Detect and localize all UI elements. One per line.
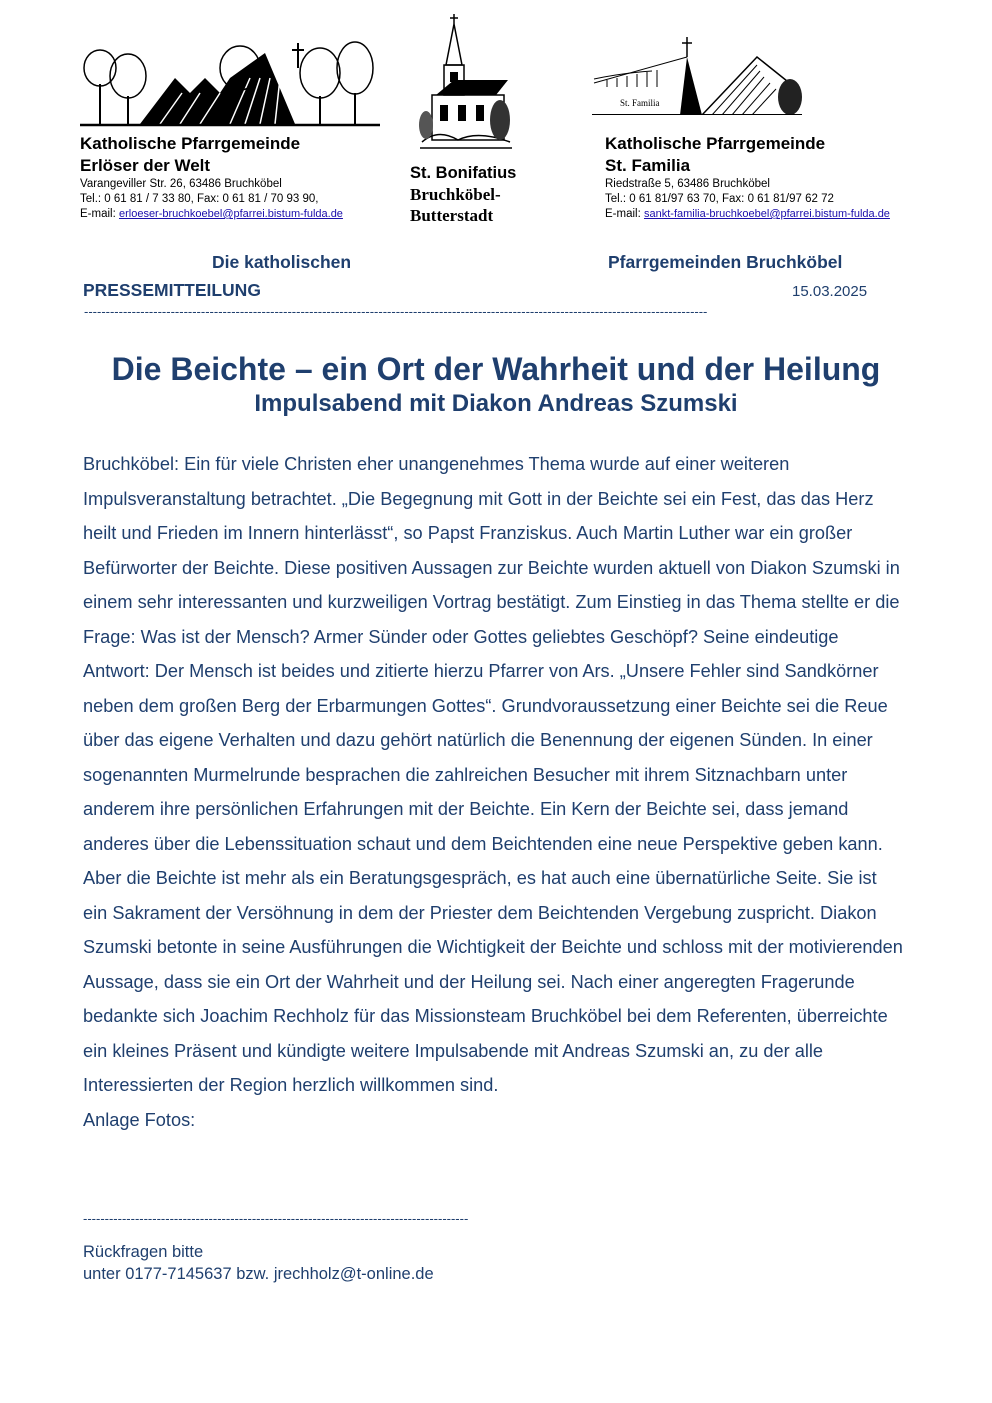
- center-parish-line1: St. Bonifatius: [410, 164, 517, 182]
- left-parish-phone: Tel.: 0 61 81 / 7 33 80, Fax: 0 61 81 / 70 93 90,: [80, 193, 319, 205]
- contact-line1: Rückfragen bitte: [83, 1243, 204, 1261]
- article-body-text: Bruchköbel: Ein für viele Christen eher unangenehmes Thema wurde auf einer weiteren Impulsveranstaltung betrachtet. „Die Begegnung mit Gott in der Beichte sei ein Fest, das das Herz heilt und Frieden im Innern hinterlässt“, so Papst Franziskus. Auch Martin Luther war ein großer Befürworter der Beichte. Diese positiven Aussagen zur Beichte wurden aktuell von Diakon Szumski in einem sehr interessanten und kurzweiligen Vortrag bestätigt. Zum Einstieg in das Thema stellte er die Frage: Was ist der Mensch? Armer Sünder oder Gottes geliebtes Geschöpf? Seine eindeutige Antwort: Der Mensch ist beides und zitierte hierzu Pfarrer von Ars. „Unsere Fehler sind Sandkörner neben dem großen Berg der Erbarmungen Gottes“. Grundvoraussetzung einer Beichte sei die Reue über das eigene Verhalten und dazu gehört natürlich die Benennung der eigenen Sünden. In einer sogenannten Murmelrunde besprachen die zahlreichen Besucher mit ihrem Sitznachbarn unter anderem ihre persönlichen Erfahrungen mit der Beichte. Ein Kern der Beichte sei, dass jemand anderes über die Lebenssituation schaut und dem Beichtenden eine neue Perspektive geben kann. Aber die Beichte ist mehr als ein Beratungsgespräch, es hat auch eine übernatürliche Seite. Sie ist ein Sakrament der Versöhnung in dem der Priester dem Beichtenden Vergebung zuspricht. Diakon Szumski betonte in seine Ausführungen die Wichtigkeit der Beichte und schloss mit der motivierenden Aussage, dass sie ein Ort der Wahrheit und der Heilung sei. Nach einer angeregten Fragerunde bedankte sich Joachim Rechholz für das Missionsteam Bruchköbel bei dem Referenten, überreichte ein kleines Präsent und kündigte weitere Impulsabende mit Andreas Szumski an, zu der alle Interessierten der Region herzlich willkommen sind.: [83, 454, 903, 1095]
- left-email-label: E-mail:: [80, 208, 119, 220]
- right-parish-phone: Tel.: 0 61 81/97 63 70, Fax: 0 61 81/97 62 72: [605, 193, 834, 205]
- right-parish-line2: St. Familia: [605, 156, 691, 175]
- left-parish-block: [80, 133, 343, 222]
- separator-top: ------------------------------------------------------------------------------------------------------------------------------------------------: [84, 304, 708, 319]
- center-parish-block: [410, 162, 516, 226]
- church-bonifatius-logo: [418, 10, 514, 155]
- church-familia-logo: [592, 35, 802, 115]
- left-parish-line2: Erlöser der Welt: [80, 156, 211, 175]
- contact-block: [83, 1241, 434, 1285]
- right-parish-block: [605, 133, 890, 222]
- right-parish-address: Riedstraße 5, 63486 Bruchköbel: [605, 178, 770, 190]
- article-subtitle: Impulsabend mit Diakon Andreas Szumski: [254, 390, 738, 417]
- church-erloeser-logo: [80, 38, 382, 128]
- right-parish-email-row: [605, 207, 890, 222]
- left-parish-email-row: [80, 207, 343, 222]
- right-email-link[interactable]: sankt-familia-bruchkoebel@pfarrei.bistum-fulda.de: [643, 208, 890, 220]
- right-parish-line1: Katholische Pfarrgemeinde: [605, 134, 826, 153]
- left-parish-address: Varangeviller Str. 26, 63486 Bruchköbel: [80, 178, 282, 190]
- left-parish-line1: Katholische Pfarrgemeinde: [80, 134, 301, 153]
- attachment-label: Anlage Fotos:: [83, 1109, 196, 1130]
- separator-bottom: -----------------------------------------------------------------------------------------: [83, 1211, 469, 1226]
- left-email-link[interactable]: erloeser-bruchkoebel@pfarrei.bistum-fulda.de: [118, 208, 343, 220]
- familia-logo-caption: St. Familia: [620, 98, 660, 108]
- right-email-label: E-mail:: [605, 208, 644, 220]
- center-parish-line3: Butterstadt: [410, 206, 494, 225]
- header-left: Die katholischen: [212, 252, 352, 272]
- press-date: 15.03.2025: [792, 283, 868, 300]
- press-release-label: PRESSEMITTEILUNG: [83, 280, 261, 300]
- contact-line2: unter 0177-7145637 bzw. jrechholz@t-online.de: [83, 1265, 434, 1283]
- header-right: Pfarrgemeinden Bruchköbel: [608, 252, 843, 272]
- article-title: Die Beichte – ein Ort der Wahrheit und der Heilung: [111, 351, 881, 387]
- center-parish-line2: Bruchköbel-: [410, 185, 501, 204]
- article-body: [83, 447, 903, 1137]
